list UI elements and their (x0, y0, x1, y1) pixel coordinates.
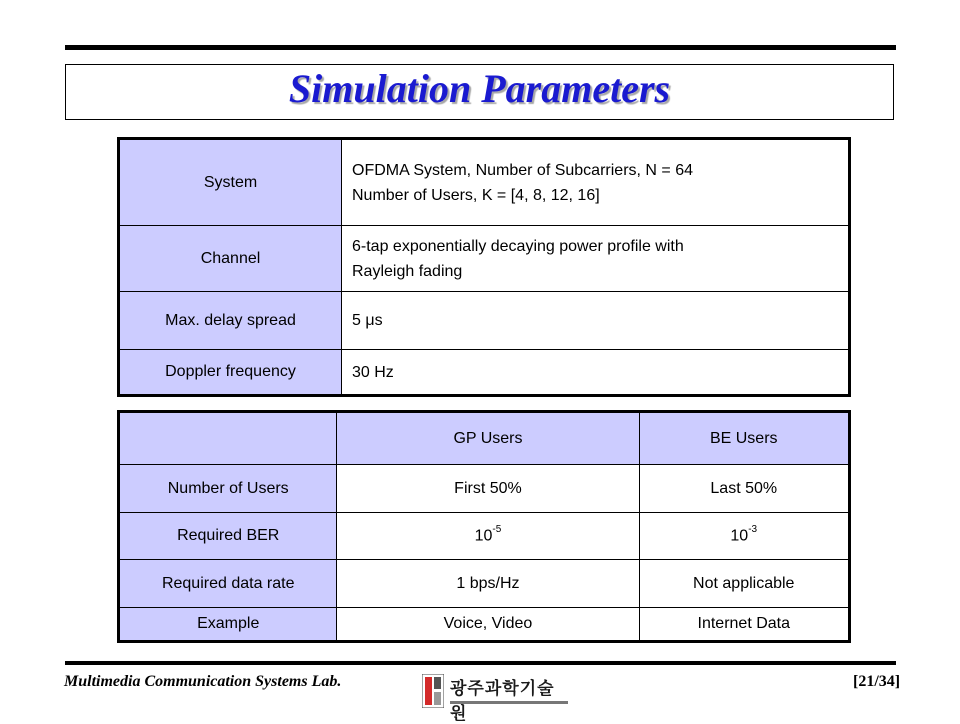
system-parameters-table (117, 137, 851, 397)
bottom-rule (65, 661, 896, 665)
row-value-delay-spread: 5 μs (342, 292, 850, 350)
row-value-channel (342, 226, 850, 292)
title-box (65, 64, 894, 120)
ber-base: 10 (730, 527, 749, 545)
ber-exponent: -3 (748, 524, 758, 536)
table-row (119, 513, 850, 560)
row-label-required-data-rate: Required data rate (119, 560, 337, 608)
gist-emblem-icon (422, 674, 444, 708)
system-line-1: OFDMA System, Number of Subcarriers, N = 64 (352, 161, 693, 179)
row-value-system (342, 139, 850, 226)
row-label-channel: Channel (119, 226, 342, 292)
institute-name: 광주과학기술원 (450, 679, 555, 723)
header-gp-users: GP Users (337, 412, 639, 465)
user-class-table (117, 410, 851, 643)
table-row (119, 608, 850, 642)
top-rule (65, 45, 896, 50)
cell-gp-required-ber (337, 513, 639, 560)
institute-logo (420, 674, 570, 723)
cell-gp-number-of-users: First 50% (337, 465, 639, 513)
row-label-system: System (119, 139, 342, 226)
page-number: [21/34] (853, 673, 901, 690)
cell-be-data-rate: Not applicable (639, 560, 850, 608)
table-row (119, 465, 850, 513)
channel-line-2: Rayleigh fading (352, 262, 463, 280)
ber-exponent: -5 (492, 524, 502, 536)
row-label-number-of-users: Number of Users (119, 465, 337, 513)
channel-line-1: 6-tap exponentially decaying power profile with (352, 237, 684, 255)
table-row (119, 350, 850, 396)
cell-gp-data-rate: 1 bps/Hz (337, 560, 639, 608)
cell-gp-example: Voice, Video (337, 608, 639, 642)
table-row (119, 560, 850, 608)
row-label-required-ber: Required BER (119, 513, 337, 560)
header-be-users: BE Users (639, 412, 850, 465)
row-value-doppler: 30 Hz (342, 350, 850, 396)
slide-title: Simulation Parameters (288, 65, 671, 111)
row-label-doppler: Doppler frequency (119, 350, 342, 396)
cell-be-required-ber (639, 513, 850, 560)
lab-name: Multimedia Communication Systems Lab. (64, 673, 342, 690)
table-row (119, 292, 850, 350)
row-label-delay-spread: Max. delay spread (119, 292, 342, 350)
system-line-2: Number of Users, K = [4, 8, 12, 16] (352, 186, 600, 204)
table-row (119, 139, 850, 226)
table-row (119, 226, 850, 292)
logo-subtitle-graphic (450, 699, 568, 707)
table-header-row (119, 412, 850, 465)
row-label-example: Example (119, 608, 337, 642)
cell-be-example: Internet Data (639, 608, 850, 642)
cell-be-number-of-users: Last 50% (639, 465, 850, 513)
ber-base: 10 (474, 527, 493, 545)
header-empty (119, 412, 337, 465)
